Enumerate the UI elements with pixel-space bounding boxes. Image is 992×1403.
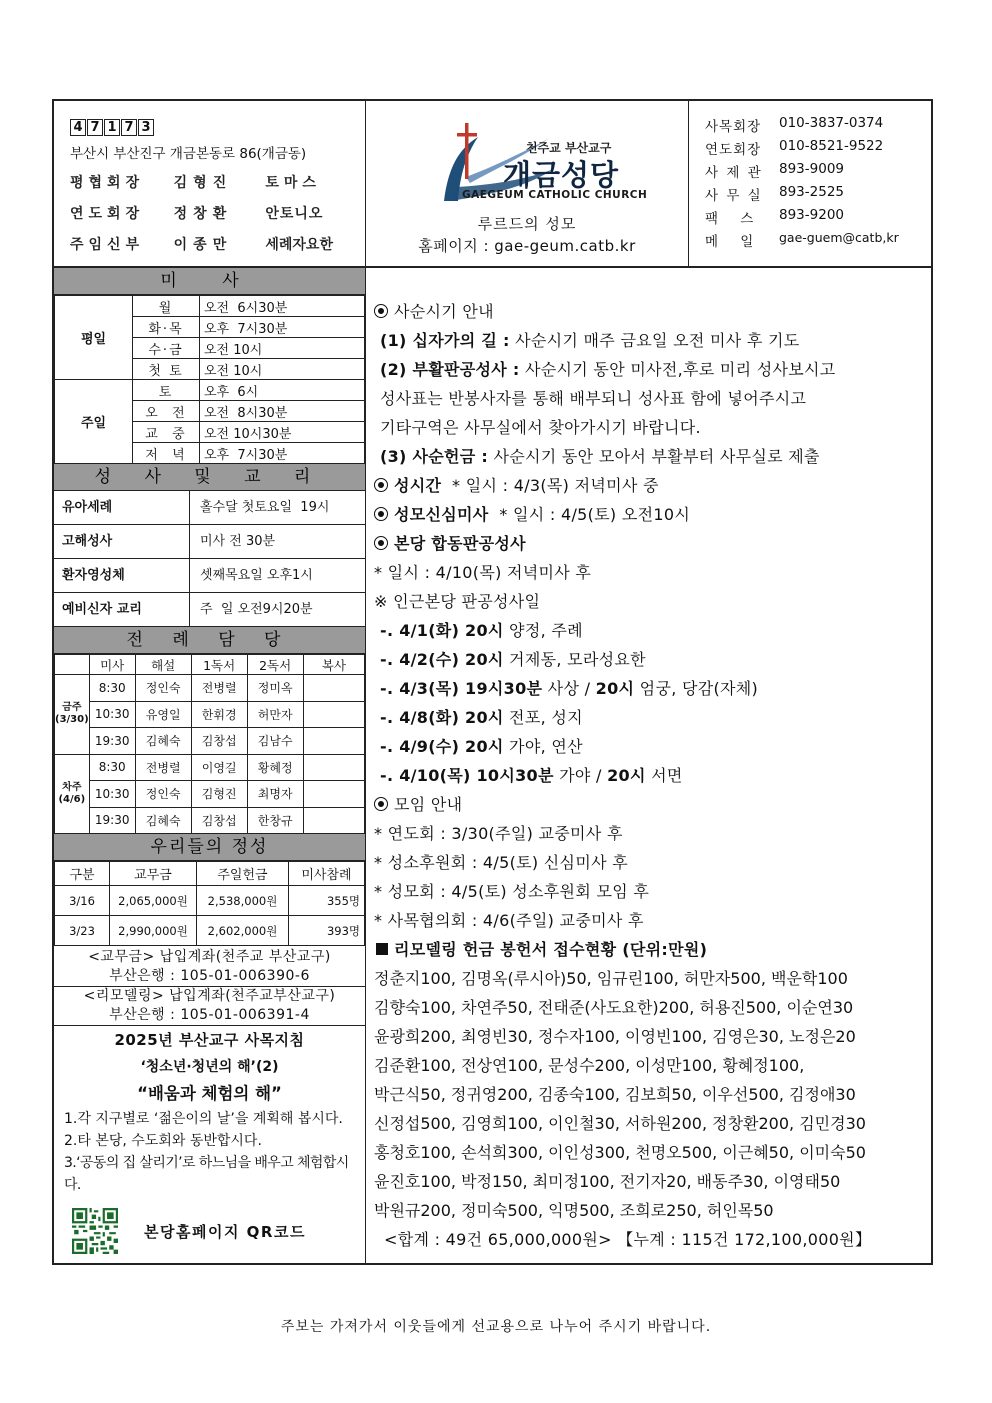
commentator: 김혜숙 bbox=[135, 728, 191, 755]
mass-day: 수·금 bbox=[133, 338, 200, 359]
marian-mass-text: * 일시 : 4/5(토) 오전10시 bbox=[488, 505, 691, 524]
remodel-account-title: <리모델링> 납입계좌(천주교부산교구) bbox=[83, 988, 336, 1004]
mass-time: 10:30 bbox=[89, 701, 135, 728]
lent-3-label: (3) 사순헌금 : bbox=[380, 447, 489, 466]
sacrament-label: 환자영성체 bbox=[54, 559, 190, 592]
directive-item: 1.각 지구별로 ‘젊은이의 날’을 계획해 봅시다. bbox=[64, 1111, 343, 1127]
table-header-row bbox=[55, 862, 365, 886]
sacrament-row bbox=[54, 593, 365, 627]
notice-heading bbox=[374, 935, 931, 964]
bulletin-sheet bbox=[52, 99, 933, 1265]
mass-schedule-table bbox=[54, 295, 365, 464]
contact-row bbox=[705, 230, 931, 250]
offerings-section-title: 우리들의 정성 bbox=[54, 834, 365, 861]
table-row bbox=[55, 807, 365, 834]
mass-day: 첫 토 bbox=[133, 359, 200, 380]
table-row bbox=[55, 781, 365, 808]
logo-diocese: 천주교 부산교구 bbox=[526, 141, 612, 155]
second-reader: 허만자 bbox=[247, 701, 303, 728]
holy-hour-label: 성시간 bbox=[394, 476, 442, 495]
directive-title: 2025년 부산교구 사목지침 bbox=[114, 1031, 305, 1049]
contact-label: 메 일 bbox=[705, 234, 755, 250]
contact-row bbox=[705, 115, 931, 135]
qr-code-icon[interactable] bbox=[72, 1208, 118, 1254]
col-header: 교무금 bbox=[110, 862, 197, 886]
lent-2-text: 사순시기 동안 미사전,후로 미리 성사보시고 bbox=[519, 360, 836, 379]
notice-line: 기타구역은 사무실에서 찾아가시기 바랍니다. bbox=[380, 418, 701, 437]
sacrament-label: 유아세례 bbox=[54, 491, 190, 524]
first-reader: 김창섭 bbox=[191, 807, 247, 834]
mass-day: 토 bbox=[133, 380, 200, 401]
col-header: 해설 bbox=[135, 655, 191, 675]
mass-section-title: 미 사 bbox=[54, 268, 365, 295]
role-title: 주임신부 bbox=[70, 237, 145, 253]
meeting-item: * 성모회 : 4/5(토) 성소후원회 모임 후 bbox=[374, 882, 650, 901]
nearby-item bbox=[374, 674, 931, 703]
notice-line bbox=[374, 355, 931, 384]
table-row bbox=[55, 701, 365, 728]
address: 부산시 부산진구 개금본동로 86(개금동) bbox=[70, 146, 307, 162]
table-header-row bbox=[55, 655, 365, 675]
postal-digit: 4 bbox=[70, 119, 86, 136]
attendance: 393명 bbox=[289, 916, 365, 946]
mass-time: 오전 10시 bbox=[200, 359, 365, 380]
sacrament-label: 예비신자 교리 bbox=[54, 593, 190, 626]
marian-mass-label: 성모신심미사 bbox=[394, 505, 489, 524]
directive-item: 3.‘공동의 집 살리기’로 하느님을 배우고 체험합시다. bbox=[64, 1155, 349, 1193]
left-column bbox=[54, 268, 366, 1265]
mass-time: 19:30 bbox=[89, 807, 135, 834]
mass-time: 오전 8시30분 bbox=[200, 401, 365, 422]
postal-digit: 7 bbox=[87, 119, 103, 136]
mass-day: 월 bbox=[133, 296, 200, 317]
sacrament-value: 주 일 오전9시20분 bbox=[200, 602, 313, 617]
notice-line: ※ 인근본당 판공성사일 bbox=[374, 592, 541, 611]
meetings-title: 모임 안내 bbox=[394, 795, 463, 814]
table-row bbox=[55, 886, 365, 916]
lent-title: 사순시기 안내 bbox=[394, 302, 494, 321]
table-row bbox=[55, 380, 365, 401]
sacrament-value: 셋째목요일 오후1시 bbox=[200, 568, 313, 583]
holy-hour-text: * 일시 : 4/3(목) 저녁미사 중 bbox=[441, 476, 659, 495]
first-reader: 김창섭 bbox=[191, 728, 247, 755]
mass-day: 교 중 bbox=[133, 422, 200, 443]
directive-items bbox=[54, 1108, 365, 1196]
qr-label: 본당홈페이지 QR코드 bbox=[144, 1222, 306, 1241]
nearby-where: 사상 / bbox=[542, 679, 596, 698]
sacraments-section-title: 성 사 및 교 리 bbox=[54, 464, 365, 491]
weekday-label: 평일 bbox=[55, 296, 133, 380]
meeting-item: * 사목협의회 : 4/6(주일) 교중미사 후 bbox=[374, 911, 644, 930]
contact-row bbox=[705, 207, 931, 227]
mass-time: 19:30 bbox=[89, 728, 135, 755]
homepage-url: 홈페이지 : gae-geum.catb.kr bbox=[418, 237, 636, 255]
contact-label: 연도회장 bbox=[705, 142, 762, 158]
altar-server bbox=[303, 675, 364, 702]
remodel-account: 부산은행 : 105-01-006391-4 bbox=[109, 1007, 310, 1023]
role-title: 평협회장 bbox=[70, 175, 145, 191]
nearby-where: 가야, 연산 bbox=[503, 737, 583, 756]
first-reader: 전병렬 bbox=[191, 675, 247, 702]
nearby-when: -. 4/2(수) 20시 bbox=[380, 650, 504, 669]
confession-title: 본당 합동판공성사 bbox=[394, 534, 526, 553]
mass-time: 8:30 bbox=[89, 675, 135, 702]
lent-1-label: (1) 십자가의 길 : bbox=[380, 331, 510, 350]
role-name: 이종만 bbox=[173, 237, 233, 253]
contact-list bbox=[689, 101, 931, 266]
remodel-title: 리모델링 헌금 봉헌서 접수현황 (단위:만원) bbox=[394, 940, 708, 959]
notice-heading bbox=[374, 297, 931, 326]
sunday-amount: 2,602,000원 bbox=[197, 916, 289, 946]
notice-line bbox=[374, 326, 931, 355]
mass-time: 8:30 bbox=[89, 754, 135, 781]
role-row bbox=[70, 172, 365, 192]
commentator: 정인숙 bbox=[135, 781, 191, 808]
lent-3-text: 사순시기 동안 모아서 부활부터 사무실로 제출 bbox=[488, 447, 820, 466]
mass-day: 저 녁 bbox=[133, 443, 200, 464]
altar-server bbox=[303, 807, 364, 834]
mass-time: 오전 6시30분 bbox=[200, 296, 365, 317]
sacrament-row bbox=[54, 491, 365, 525]
col-header: 미사 bbox=[89, 655, 135, 675]
contact-label: 사목회장 bbox=[705, 119, 762, 135]
liturgy-duty-table bbox=[54, 654, 365, 834]
mass-time: 오전 10시30분 bbox=[200, 422, 365, 443]
bullet-circle-icon bbox=[374, 478, 388, 492]
nearby-where: 가야 / bbox=[553, 766, 608, 785]
sacrament-row bbox=[54, 559, 365, 593]
nearby-where: 양정, 주례 bbox=[503, 621, 583, 640]
contact-value: 893-9200 bbox=[779, 207, 844, 223]
nearby-item bbox=[374, 732, 931, 761]
nearby-item bbox=[374, 703, 931, 732]
nearby-where: 엄궁, 당감(자체) bbox=[634, 679, 759, 698]
bullet-circle-icon bbox=[374, 304, 388, 318]
nearby-when: -. 4/9(수) 20시 bbox=[380, 737, 504, 756]
remodel-donors: 김향숙100, 차연주50, 전태준(사도요한)200, 허용진500, 이순연30 bbox=[374, 998, 854, 1017]
second-reader: 정미옥 bbox=[247, 675, 303, 702]
church-logo-block bbox=[366, 101, 689, 266]
mass-time: 오후 6시 bbox=[200, 380, 365, 401]
first-reader: 한휘경 bbox=[191, 701, 247, 728]
remodel-total: <합계 : 49건 65,000,000원> 【누계 : 115건 172,100,000원】 bbox=[384, 1230, 872, 1249]
remodel-donors: 김준환100, 전상연100, 문성수200, 이성만100, 황혜정100, bbox=[374, 1056, 805, 1075]
sacrament-label: 고해성사 bbox=[54, 525, 190, 558]
mass-time: 오후 7시30분 bbox=[200, 317, 365, 338]
lent-1-text: 사순시기 매주 금요일 오전 미사 후 기도 bbox=[509, 331, 800, 350]
table-row bbox=[55, 675, 365, 702]
role-name: 김형진 bbox=[173, 175, 233, 191]
nearby-when: -. 4/1(화) 20시 bbox=[380, 621, 504, 640]
sacrament-value: 미사 전 30분 bbox=[200, 534, 276, 549]
commentator: 전병렬 bbox=[135, 754, 191, 781]
table-row bbox=[55, 296, 365, 317]
col-header: 미사참례 bbox=[289, 862, 365, 886]
mass-time: 10:30 bbox=[89, 781, 135, 808]
nearby-when: 20시 bbox=[607, 766, 646, 785]
contact-label: 사 무 실 bbox=[705, 188, 763, 204]
role-baptismal: 토마스 bbox=[265, 175, 321, 191]
dues-amount: 2,065,000원 bbox=[110, 886, 197, 916]
nearby-where: 전포, 성지 bbox=[503, 708, 583, 727]
sunday-amount: 2,538,000원 bbox=[197, 886, 289, 916]
col-header: 2독서 bbox=[247, 655, 303, 675]
bulletin-header bbox=[54, 101, 931, 268]
first-reader: 김형진 bbox=[191, 781, 247, 808]
directive-theme: “배움과 체험의 해” bbox=[137, 1084, 282, 1103]
remodel-donors: 박원규200, 정미숙500, 익명500, 조희로250, 허인목50 bbox=[374, 1201, 774, 1220]
footer-note: 주보는 가져가서 이웃들에게 선교용으로 나누어 주시기 바랍니다. bbox=[280, 1319, 712, 1335]
role-baptismal: 세례자요한 bbox=[265, 237, 333, 253]
nearby-where: 서면 bbox=[645, 766, 683, 785]
table-row bbox=[55, 728, 365, 755]
bullet-circle-icon bbox=[374, 536, 388, 550]
sacrament-row bbox=[54, 525, 365, 559]
contact-row bbox=[705, 161, 931, 181]
col-header: 구분 bbox=[55, 862, 110, 886]
notice-heading bbox=[374, 500, 931, 529]
notices-column bbox=[366, 268, 931, 1265]
sunday-label: 주일 bbox=[55, 380, 133, 464]
nearby-item bbox=[374, 616, 931, 645]
contact-value: 893-9009 bbox=[779, 161, 844, 177]
remodel-donors: 홍청호100, 손석희300, 이인성300, 천명오500, 이근혜50, 이미숙50 bbox=[374, 1143, 866, 1162]
contact-row bbox=[705, 138, 931, 158]
col-header: 1독서 bbox=[191, 655, 247, 675]
notice-line: * 일시 : 4/10(목) 저녁미사 후 bbox=[374, 563, 592, 582]
nearby-when: -. 4/3(목) 19시30분 bbox=[380, 679, 543, 698]
remodel-donors: 윤진호100, 박정150, 최미정100, 전기자20, 배동주30, 이영태50 bbox=[374, 1172, 841, 1191]
remodel-donors: 정춘지100, 김명옥(루시아)50, 임규린100, 허만자500, 백운학100 bbox=[374, 969, 848, 988]
mass-day: 오 전 bbox=[133, 401, 200, 422]
bullet-circle-icon bbox=[374, 797, 388, 811]
altar-server bbox=[303, 728, 364, 755]
col-header: 복사 bbox=[303, 655, 364, 675]
notice-heading bbox=[374, 471, 931, 500]
altar-server bbox=[303, 701, 364, 728]
dues-account-title: <교무금> 납입계좌(천주교 부산교구) bbox=[88, 949, 331, 965]
contact-value: 010-8521-9522 bbox=[779, 138, 884, 154]
role-baptismal: 안토니오 bbox=[265, 206, 324, 222]
contact-value: 893-2525 bbox=[779, 184, 844, 200]
dues-account: 부산은행 : 105-01-006390-6 bbox=[54, 967, 365, 987]
mass-day: 화·목 bbox=[133, 317, 200, 338]
altar-server bbox=[303, 781, 364, 808]
offering-date: 3/23 bbox=[55, 916, 110, 946]
logo-english-name: GAEGEUM CATHOLIC CHURCH bbox=[462, 189, 648, 201]
col-header: 주일헌금 bbox=[197, 862, 289, 886]
mass-time: 오후 7시30분 bbox=[200, 443, 365, 464]
commentator: 유영일 bbox=[135, 701, 191, 728]
offering-date: 3/16 bbox=[55, 886, 110, 916]
lent-2-label: (2) 부활판공성사 : bbox=[380, 360, 520, 379]
role-title: 연도회장 bbox=[70, 206, 145, 222]
patron-saint: 루르드의 성모 bbox=[477, 215, 577, 233]
liturgy-section-title: 전 례 담 당 bbox=[54, 627, 365, 654]
contact-label: 사 제 관 bbox=[705, 165, 763, 181]
notice-line: 성사표는 반봉사자를 통해 배부되니 성사표 함에 넣어주시고 bbox=[380, 389, 807, 408]
role-row bbox=[70, 203, 365, 223]
contact-value: 010-3837-0374 bbox=[779, 115, 884, 131]
remodel-donors: 박근식50, 정귀영200, 김종숙100, 김보희50, 이우선500, 김정애30 bbox=[374, 1085, 856, 1104]
postal-digit: 3 bbox=[138, 119, 154, 136]
notice-line bbox=[374, 442, 931, 471]
nearby-item bbox=[374, 645, 931, 674]
bullet-circle-icon bbox=[374, 507, 388, 521]
offerings-table bbox=[54, 861, 365, 946]
commentator: 김혜숙 bbox=[135, 807, 191, 834]
contact-row bbox=[705, 184, 931, 204]
nearby-when: 20시 bbox=[595, 679, 635, 698]
nearby-when: -. 4/10(목) 10시30분 bbox=[380, 766, 554, 785]
role-name: 정창환 bbox=[173, 206, 233, 222]
table-row bbox=[55, 916, 365, 946]
nearby-item bbox=[374, 761, 931, 790]
remodel-donors: 윤광희200, 최영빈30, 정수자100, 이영빈100, 김영은30, 노정은20 bbox=[374, 1027, 856, 1046]
bullet-square-icon bbox=[376, 943, 388, 955]
meeting-item: * 성소후원회 : 4/5(토) 신심미사 후 bbox=[374, 853, 628, 872]
nearby-when: -. 4/8(화) 20시 bbox=[380, 708, 504, 727]
second-reader: 황혜정 bbox=[247, 754, 303, 781]
remodel-donors: 신정섭500, 김영희100, 이인철30, 서하원200, 정창환200, 김민경30 bbox=[374, 1114, 866, 1133]
contact-label: 팩 스 bbox=[705, 211, 755, 227]
directive-subtitle: ‘청소년·청년의 해’(2) bbox=[140, 1059, 279, 1075]
week-label: 차주(4/6) bbox=[55, 754, 90, 834]
postal-digit: 7 bbox=[121, 119, 137, 136]
postal-digit: 1 bbox=[104, 119, 120, 136]
dues-amount: 2,990,000원 bbox=[110, 916, 197, 946]
second-reader: 최명자 bbox=[247, 781, 303, 808]
meeting-item: * 연도회 : 3/30(주일) 교중미사 후 bbox=[374, 824, 623, 843]
mass-time: 오전 10시 bbox=[200, 338, 365, 359]
logo-church-name: 개금성당 bbox=[503, 158, 620, 192]
nearby-where: 거제동, 모라성요한 bbox=[503, 650, 646, 669]
notice-heading bbox=[374, 529, 931, 558]
sacrament-value: 홀수달 첫토요일 19시 bbox=[200, 500, 330, 515]
second-reader: 김남수 bbox=[247, 728, 303, 755]
notice-heading bbox=[374, 790, 931, 819]
table-row bbox=[55, 754, 365, 781]
qr-block bbox=[54, 1208, 365, 1254]
role-row bbox=[70, 234, 365, 254]
week-label: 금주(3/30) bbox=[55, 675, 90, 755]
directive-item: 2.타 본당, 수도회와 동반합시다. bbox=[64, 1133, 262, 1149]
contact-value: gae-guem@catb,kr bbox=[779, 230, 899, 245]
attendance: 355명 bbox=[289, 886, 365, 916]
altar-server bbox=[303, 754, 364, 781]
postal-code bbox=[70, 119, 365, 136]
diocese-directive bbox=[54, 1025, 365, 1254]
parish-info bbox=[54, 101, 366, 266]
col-header bbox=[55, 655, 90, 675]
second-reader: 한창규 bbox=[247, 807, 303, 834]
first-reader: 이영길 bbox=[191, 754, 247, 781]
commentator: 정인숙 bbox=[135, 675, 191, 702]
